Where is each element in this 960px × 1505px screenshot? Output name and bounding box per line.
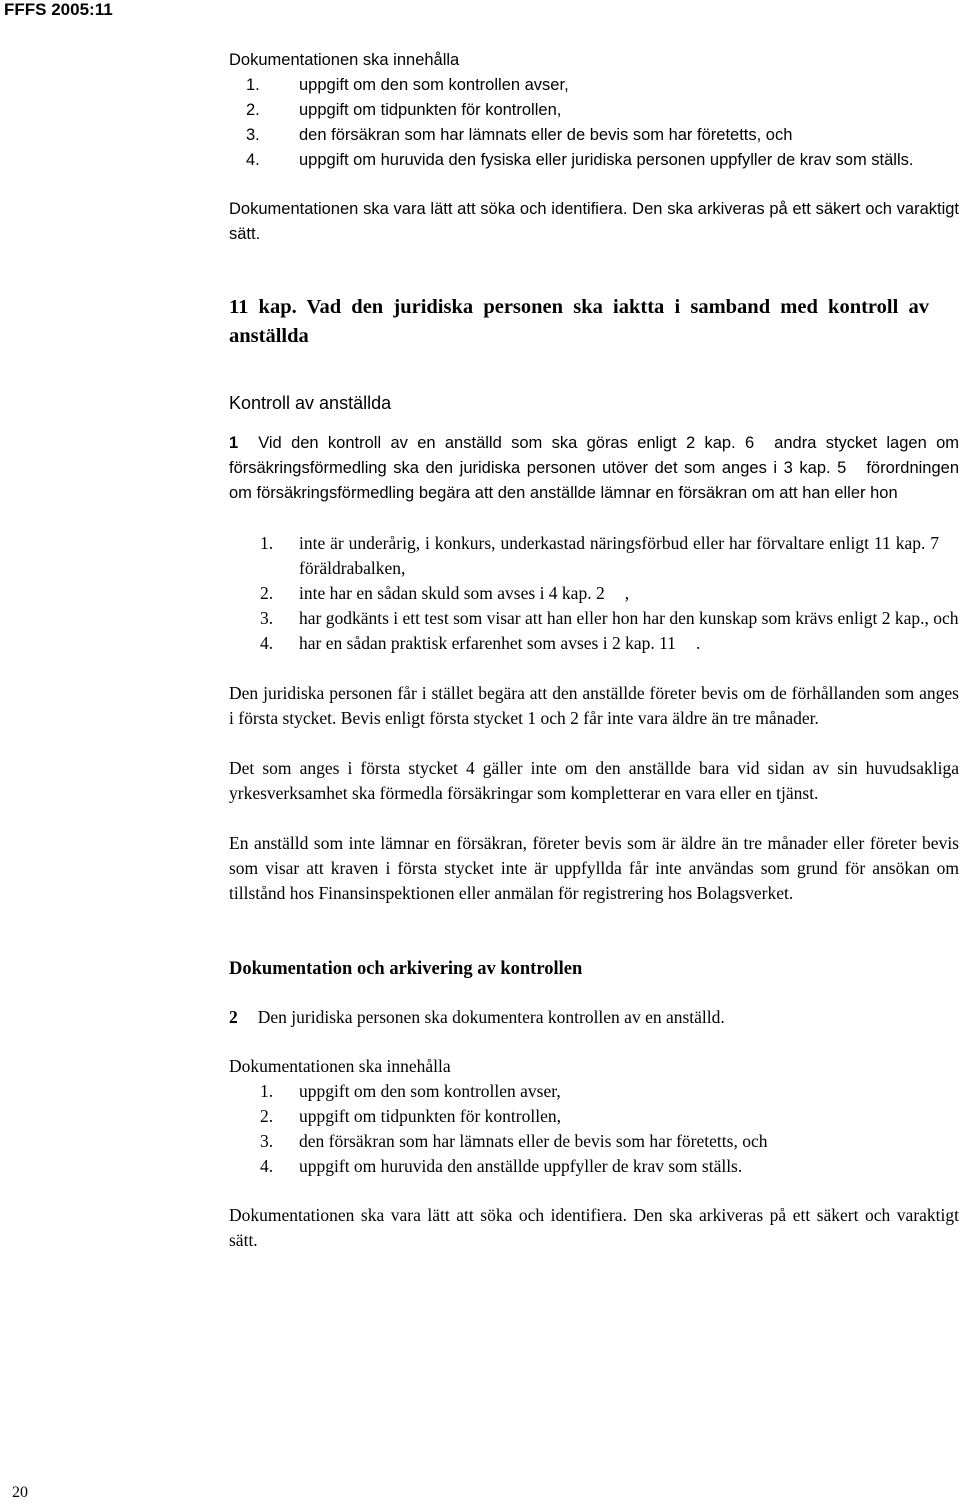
list-number: 2.	[260, 1106, 274, 1126]
list-item	[229, 1104, 959, 1129]
list-item	[229, 98, 959, 123]
list-number: 1.	[260, 1081, 274, 1101]
section-heading: Dokumentation och arkivering av kontrollen	[229, 959, 583, 979]
list-item	[229, 148, 959, 173]
list-number: 2.	[260, 583, 274, 603]
page-number: 20	[12, 1484, 28, 1501]
paragraph-1	[229, 431, 959, 506]
paragraph-number: 1	[229, 434, 239, 452]
list-text: den försäkran som har lämnats eller de bevis som har företetts, och	[299, 1131, 768, 1151]
list-text-b: föräldrabalken,	[299, 558, 406, 578]
list-text-a: inte har en sådan skuld som avses i 4 kap. 2	[299, 583, 605, 603]
paragraph-text-c: förordningen om försäkringsförmedling begära att den anställde lämnar en försäkran om att han eller hon	[229, 459, 959, 502]
list-text: den försäkran som har lämnats eller de bevis som har företetts, och	[299, 126, 793, 144]
section-sign-icon	[680, 634, 692, 652]
list-item	[229, 606, 959, 631]
section-heading: Kontroll av anställda	[229, 393, 392, 413]
list-text-b: ,	[624, 583, 630, 603]
list-item	[229, 581, 959, 606]
section-sign-icon	[242, 434, 254, 452]
list-item	[229, 73, 959, 98]
list-number: 4.	[260, 1156, 274, 1176]
list-item	[229, 123, 959, 148]
list-text-b: .	[695, 633, 701, 653]
list-number: 2.	[246, 101, 260, 119]
archive-paragraph: Dokumentationen ska vara lätt att söka och identifiera. Den ska arkiveras på ett säkert och varaktigt sätt.	[229, 200, 959, 243]
list-number: 3.	[260, 608, 274, 628]
list-text	[299, 631, 959, 656]
list-text: uppgift om tidpunkten för kontrollen,	[299, 101, 562, 119]
requirements-list	[229, 531, 959, 656]
list-item	[229, 531, 959, 581]
list-text: uppgift om den som kontrollen avser,	[299, 1081, 561, 1101]
paragraph-text-b: andra stycket lagen om försäkringsförmedling ska den juridiska personen utöver det som anges i 3 kap. 5	[229, 434, 959, 477]
chapter-heading: 11 kap. Vad den juridiska personen ska iaktta i samband med kontroll av anställda	[229, 296, 929, 347]
list-number: 3.	[260, 1131, 274, 1151]
list-text-a: har godkänts i ett test som visar att han eller hon har den kunskap som krävs enligt 2 kap., och	[299, 608, 959, 628]
paragraph-4: En anställd som inte lämnar en försäkran, företer bevis som är äldre än tre månader eller företer bevis som visar att kraven i första stycket inte är uppfyllda får inte användas som grund för ansökan om tillstånd hos Finansinspektionen eller anmälan för registrering hos Bolagsverket.	[229, 833, 959, 903]
list-text: uppgift om huruvida den anställde uppfyller de krav som ställs.	[299, 1156, 743, 1176]
list-item	[229, 631, 959, 656]
list-text-a: har en sådan praktisk erfarenhet som avses i 2 kap. 11	[299, 633, 676, 653]
list-item	[229, 1129, 959, 1154]
doc-intro: Dokumentationen ska innehålla	[229, 51, 460, 69]
list-text-a: inte är underårig, i konkurs, underkastad näringsförbud eller har förvaltare enligt 11 kap. 7	[299, 533, 939, 553]
paragraph-1	[229, 1005, 959, 1030]
list-text	[299, 581, 959, 606]
paragraph-3: Det som anges i första stycket 4 gäller inte om den anställde bara vid sidan av sin huvudsakliga yrkesverksamhet ska förmedla försäkringar som kompletterar en vara eller en tjänst.	[229, 758, 959, 803]
paragraph-2: Den juridiska personen får i stället begära att den anställde företer bevis om de förhållanden som anges i första stycket. Bevis enligt första stycket 1 och 2 får inte vara äldre än tre månader.	[229, 683, 959, 728]
section-sign-icon	[609, 584, 621, 602]
document-body	[229, 48, 959, 1253]
section-sign-icon	[242, 1008, 254, 1026]
list-number: 4.	[246, 151, 260, 169]
list-item	[229, 1079, 959, 1104]
paragraph-text-a: Vid den kontroll av en anställd som ska göras enligt 2 kap. 6	[258, 434, 755, 452]
archive-paragraph: Dokumentationen ska vara lätt att söka och identifiera. Den ska arkiveras på ett säkert och varaktigt sätt.	[229, 1205, 959, 1250]
list-number: 4.	[260, 633, 274, 653]
list-text	[299, 531, 959, 581]
list-number: 1.	[246, 76, 260, 94]
list-text: uppgift om den som kontrollen avser,	[299, 76, 569, 94]
running-header: FFFS 2005:11	[4, 0, 113, 19]
list-text: uppgift om tidpunkten för kontrollen,	[299, 1106, 561, 1126]
list-item	[229, 1154, 959, 1179]
section-sign-icon	[850, 459, 862, 477]
list-text	[299, 606, 959, 631]
list-number: 1.	[260, 533, 274, 553]
paragraph-text: Den juridiska personen ska dokumentera kontrollen av en anställd.	[257, 1007, 725, 1027]
doc-intro: Dokumentationen ska innehålla	[229, 1056, 451, 1076]
paragraph-number: 2	[229, 1007, 238, 1027]
section-sign-icon	[758, 434, 770, 452]
section-sign-icon	[943, 534, 955, 552]
list-number: 3.	[246, 126, 260, 144]
list-text: uppgift om huruvida den fysiska eller juridiska personen uppfyller de krav som ställs.	[299, 151, 914, 169]
